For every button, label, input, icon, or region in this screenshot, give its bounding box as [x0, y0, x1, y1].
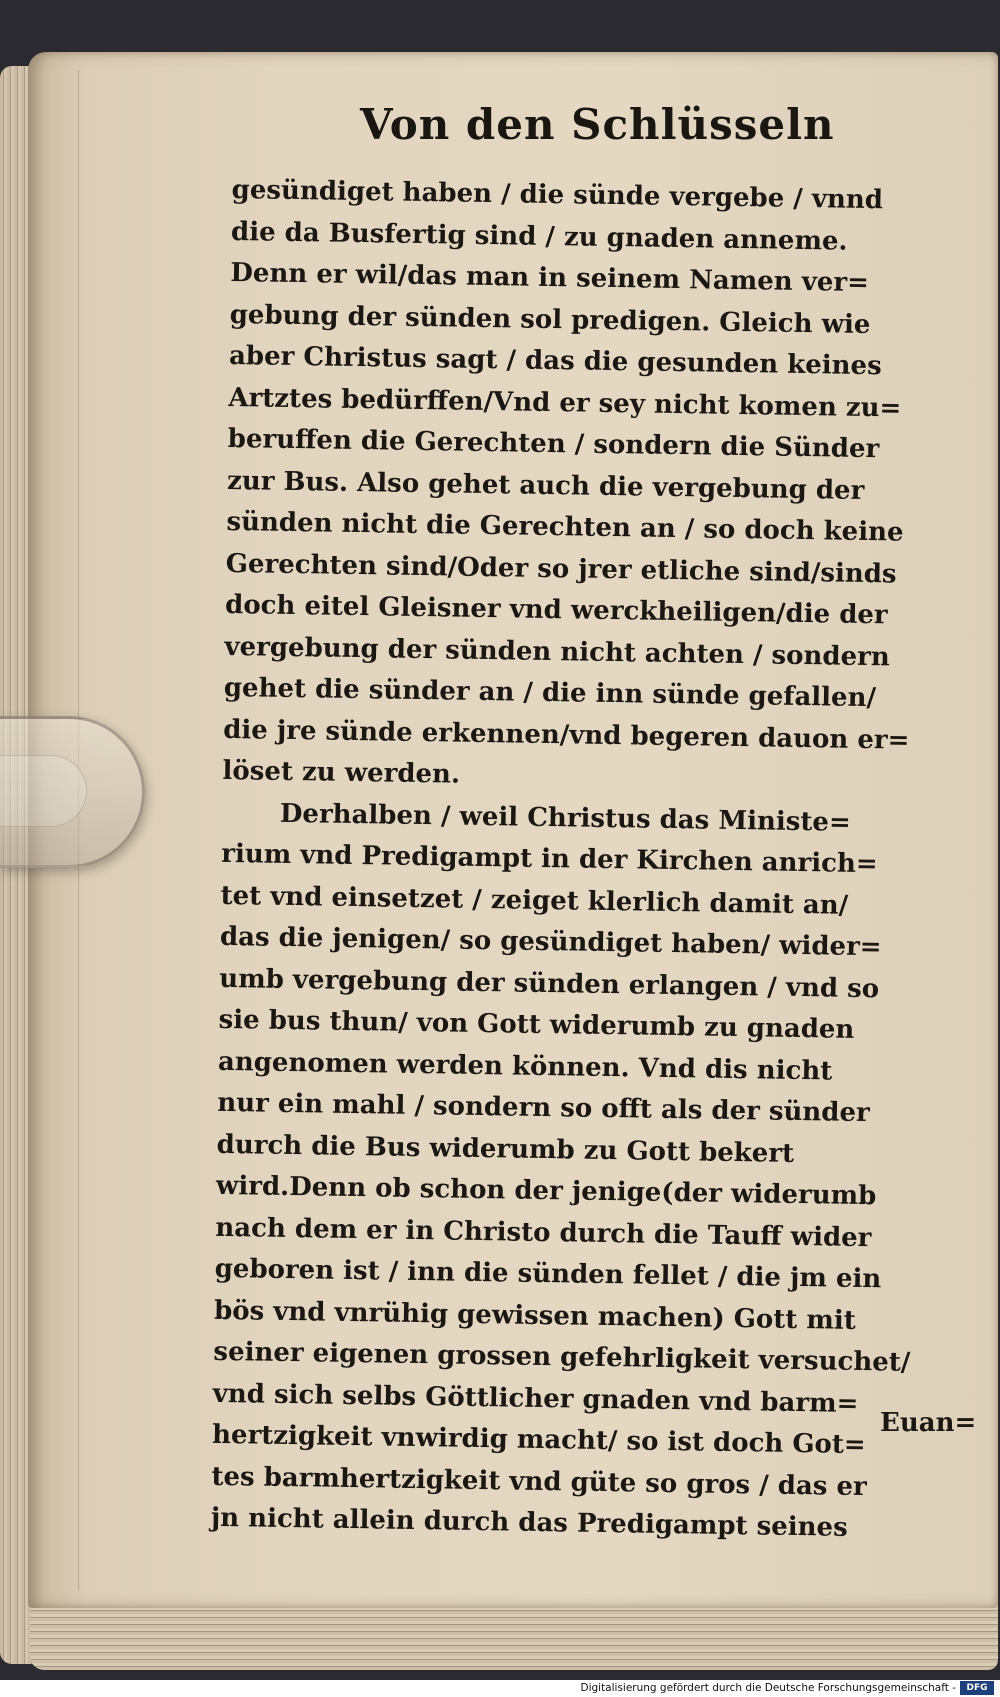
- text-line: sünden nicht die Gerechten an / so doch keine: [226, 506, 904, 548]
- text-line: nach dem er in Christo durch die Tauff wider: [215, 1212, 872, 1253]
- text-line: doch eitel Gleisner vnd werckheiligen/die der: [224, 589, 888, 631]
- text-line: tes barmhertzigkeit vnd güte so gros / das er: [211, 1461, 867, 1502]
- dfg-logo: DFG: [960, 1681, 994, 1695]
- text-line: seiner eigenen grossen gefehrligkeit versuchet/: [213, 1336, 911, 1378]
- text-line: rium vnd Predigampt in der Kirchen anrich=: [221, 838, 878, 880]
- text-line: tet vnd einsetzet / zeiget klerlich damit an/: [220, 880, 849, 921]
- text-line: gebung der sünden sol predigen. Gleich wie: [229, 299, 871, 340]
- text-line: löset zu werden.: [222, 755, 461, 790]
- text-line: gesündiget haben / die sünde vergebe / vnnd: [231, 174, 884, 216]
- catchword: Euan=: [880, 1408, 977, 1438]
- text-line: wird.Denn ob schon der jenige(der widerumb: [215, 1170, 877, 1212]
- page-stack-bottom-edge: [30, 1600, 998, 1670]
- text-line: die jre sünde erkennen/vnd begeren dauon er=: [222, 714, 910, 756]
- text-line: Gerechten sind/Oder so jrer etliche sind/sinds: [225, 548, 897, 589]
- text-line: umb vergebung der sünden erlangen / vnd so: [219, 963, 880, 1004]
- text-line: vergebung der sünden nicht achten / sondern: [224, 631, 890, 672]
- text-line: sie bus thun/ von Gott widerumb zu gnaden: [218, 1004, 855, 1045]
- text-line: beruffen die Gerechten / sondern die Sünder: [227, 423, 880, 465]
- text-line: geboren ist / inn die sünden fellet / die jm ein: [214, 1253, 882, 1295]
- text-line: gehet die sünder an / die inn sünde gefallen/: [223, 672, 877, 714]
- text-line: Derhalben / weil Christus das Ministe=: [279, 798, 851, 838]
- text-line: bös vnd vnrühig gewissen machen) Gott mit: [213, 1295, 856, 1336]
- text-line: das die jenigen/ so gesündiget haben/ wider=: [219, 921, 882, 963]
- text-line: die da Busfertig sind / zu gnaden anneme.: [230, 216, 848, 257]
- text-line: aber Christus sagt / das die gesunden keines: [228, 340, 882, 382]
- text-line: zur Bus. Also gehet auch die vergebung der: [226, 465, 865, 506]
- running-head: Von den Schlüsseln: [360, 100, 835, 149]
- text-line: durch die Bus widerumb zu Gott bekert: [216, 1129, 795, 1169]
- text-line: Denn er wil/das man in seinem Namen ver=: [230, 257, 870, 299]
- text-line: jn nicht allein durch das Predigampt seines: [210, 1502, 848, 1543]
- text-line: vnd sich selbs Göttlicher gnaden vnd barm=: [212, 1378, 859, 1419]
- book-clip-inner: [0, 755, 87, 827]
- text-block: [210, 170, 971, 1551]
- text-line: hertzigkeit vnwirdig macht/ so ist doch Got=: [211, 1419, 866, 1461]
- footer-credit: Digitalisierung gefördert durch die Deutsche Forschungsgemeinschaft -: [580, 1682, 956, 1694]
- text-line: angenomen werden können. Vnd dis nicht: [217, 1046, 833, 1087]
- text-line: Artztes bedürffen/Vnd er sey nicht komen zu=: [228, 382, 902, 424]
- book-clip: [0, 716, 145, 868]
- text-line: nur ein mahl / sondern so offt als der sünder: [217, 1087, 870, 1129]
